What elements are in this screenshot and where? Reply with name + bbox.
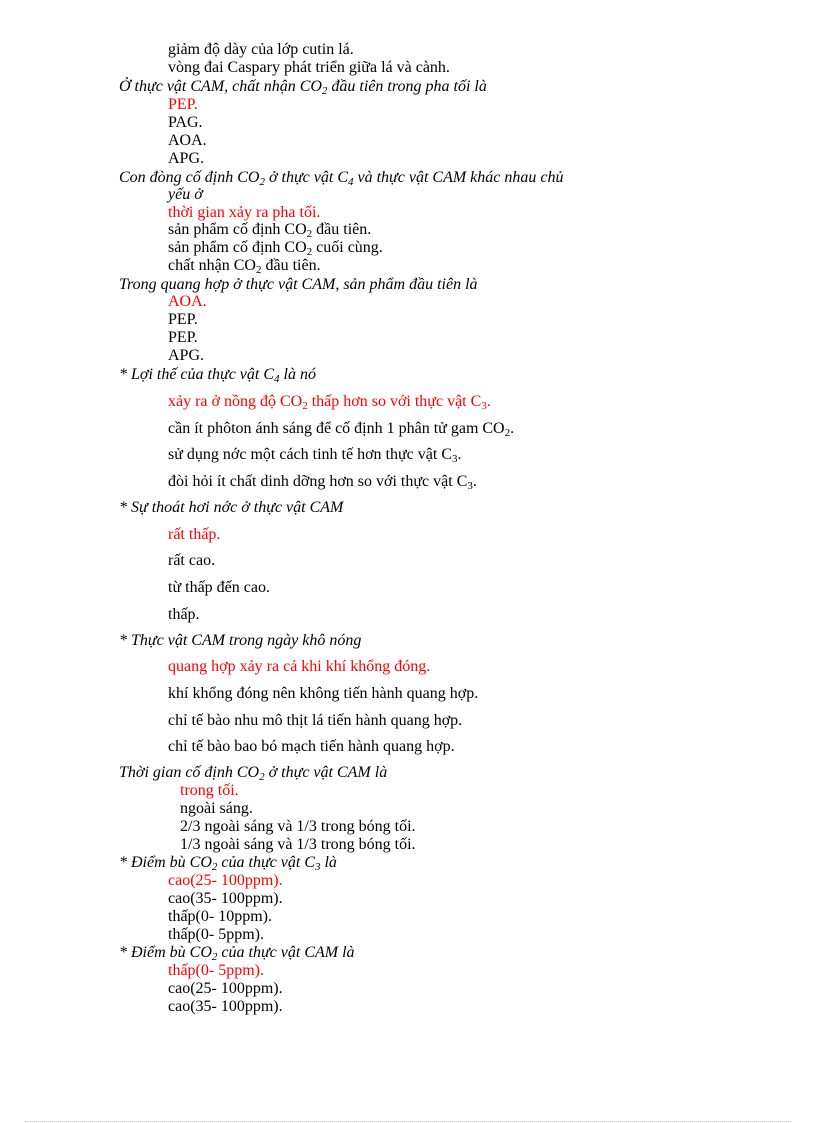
option-text: chất nhận $CO_2$ đầu tiên. (168, 257, 321, 276)
option-text: PEP. (168, 329, 198, 346)
question-text: Con đòng cố định $CO_2$ ở thực vật $C_4$ và thực vật CAM khác nhau chủ (119, 169, 564, 188)
option-text: APG. (168, 150, 205, 167)
question-text: Trong quang hợp ở thực vật CAM, sản phẩm đầu tiên là (119, 276, 478, 293)
option-text: APG. (168, 347, 205, 364)
question-text: Ở thực vật CAM, chất nhận $CO_2$ đầu tiên trong pha tối là (119, 78, 487, 97)
question-text-continued: yếu ở (168, 186, 203, 203)
answer-text: AOA. (168, 293, 207, 310)
option-text: 2/3 ngoài sáng và 1/3 trong bóng tối. (180, 818, 416, 835)
answer-text: trong tối. (180, 782, 239, 799)
option-text: sử dụng nớc một cách tinh tế hơn thực vật $C_3$. (168, 446, 462, 465)
option-text: khí khổng đóng nên không tiến hành quang hợp. (168, 685, 479, 702)
option-text: từ thấp đến cao. (168, 579, 270, 596)
option-text: 1/3 ngoài sáng và 1/3 trong bóng tối. (180, 836, 416, 853)
option-text: sản phẩm cố định $CO_2$ cuối cùng. (168, 239, 383, 258)
question-text: * Điểm bù $CO_2$ của thực vật CAM là (119, 944, 355, 963)
answer-text: rất thấp. (168, 526, 221, 543)
option-text: cần ít phôton ánh sáng để cố định 1 phân tử gam $CO_2$. (168, 420, 515, 439)
option-text: thấp(0- 10ppm). (168, 908, 272, 925)
option-text: ngoài sáng. (180, 800, 253, 817)
option-text: PEP. (168, 311, 198, 328)
option-text: chỉ tế bào nhu mô thịt lá tiến hành quang hợp. (168, 712, 463, 729)
option-text: sản phẩm cố định $CO_2$ đầu tiên. (168, 221, 372, 240)
option-text: AOA. (168, 132, 207, 149)
option-text: chỉ tế bào bao bó mạch tiến hành quang hợp. (168, 738, 455, 755)
option-text: thấp. (168, 606, 200, 623)
question-text: Thời gian cố định $CO_2$ ở thực vật CAM là (119, 764, 388, 783)
answer-text: quang hợp xảy ra cả khi khí khổng đóng. (168, 658, 431, 675)
option-text: cao(25- 100ppm). (168, 980, 283, 997)
answer-text: PEP. (168, 96, 198, 113)
answer-text: thấp(0- 5ppm). (168, 962, 264, 979)
option-text: thấp(0- 5ppm). (168, 926, 264, 943)
option-text: cao(35- 100ppm). (168, 890, 283, 907)
answer-text: cao(25- 100ppm). (168, 872, 283, 889)
question-text: * Thực vật CAM trong ngày khô nóng (119, 632, 362, 649)
question-text: * Điểm bù $CO_2$ của thực vật $C_3$ là (119, 854, 337, 873)
answer-text: thời gian xảy ra pha tối. (168, 204, 321, 221)
option-text: PAG. (168, 114, 203, 131)
answer-text: xảy ra ở nồng độ $CO_2$ thấp hơn so với thực vật $C_3$. (168, 393, 491, 412)
question-text: * Lợi thế của thực vật $C_4$ là nó (119, 366, 316, 385)
option-text: cao(35- 100ppm). (168, 998, 283, 1015)
option-text: vòng đai Caspary phát triển giữa lá và cành. (168, 59, 450, 76)
option-text: rất cao. (168, 552, 216, 569)
page-bottom-divider (25, 1121, 791, 1122)
question-text: * Sự thoát hơi nớc ở thực vật CAM (119, 499, 344, 516)
option-text: đòi hỏi ít chất dinh dỡng hơn so với thực vật $C_3$. (168, 473, 477, 492)
option-text: giảm độ dày của lớp cutin lá. (168, 41, 354, 58)
